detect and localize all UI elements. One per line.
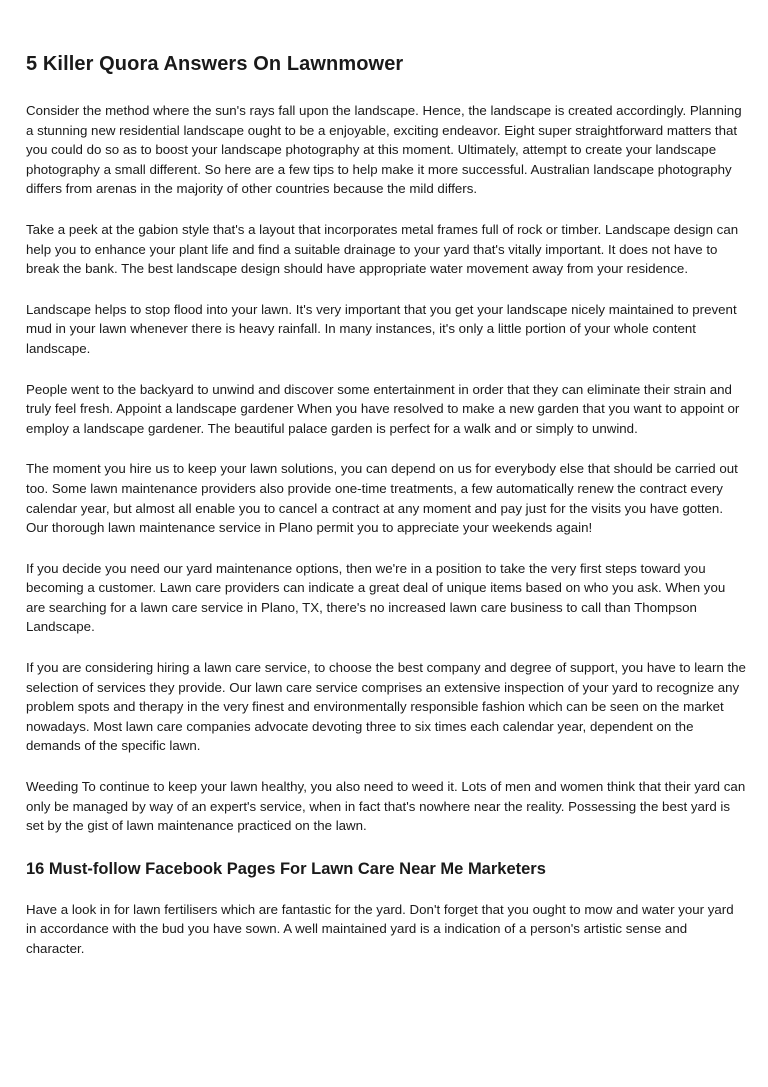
paragraph-5: The moment you hire us to keep your lawn solutions, you can depend on us for everybody else that should be carried out too. Some lawn maintenance providers also provide one-time treatments, a few automatically renew the contract every calendar year, but almost all enable you to cancel a contract at any moment and pay just for the visits you have gotten. Our thorough lawn maintenance service in Plano permit you to appreciate your weekends again! [26, 461, 738, 536]
section-heading: 16 Must-follow Facebook Pages For Lawn Care Near Me Marketers [26, 859, 546, 878]
paragraph-6: If you decide you need our yard maintenance options, then we're in a position to take the very first steps toward you becoming a customer. Lawn care providers can indicate a great deal of unique items based on who you ask. When you are searching for a lawn care service in Plano, TX, there's no increased lawn care business to call than Thompson Landscape. [26, 560, 726, 635]
paragraph-3: Landscape helps to stop flood into your lawn. It's very important that you get your landscape nicely maintained to prevent mud in your lawn whenever there is heavy rainfall. In many instances, it's only a little portion of your whole content landscape. [26, 301, 737, 356]
page-title: 5 Killer Quora Answers On Lawnmower [26, 53, 404, 75]
paragraph-7: If you are considering hiring a lawn care service, to choose the best company and degree of support, you have to learn the selection of services they provide. Our lawn care service comprises an extensive inspection of your yard to recognize any problem spots and therapy in the very finest and environmentally responsible fashion which can be seen on the market nowadays. Most lawn care companies advocate devoting three to six times each calendar year, dependent on the demands of the specific lawn. [26, 660, 746, 754]
paragraph-2: Take a peek at the gabion style that's a layout that incorporates metal frames full of rock or timber. Landscape design can help you to enhance your plant life and find a suitable drainage to your yard that's vitally important. It does not have to break the bank. The best landscape design should have appropriate water movement away from your residence. [26, 221, 739, 277]
paragraph-4: People went to the backyard to unwind and discover some entertainment in order that they can eliminate their strain and truly feel fresh. Appoint a landscape gardener When you have resolved to make a new garden that you want to appoint or employ a landscape gardener. The beautiful palace garden is perfect for a walk and or simply to unwind. [26, 381, 740, 436]
paragraph-9: Have a look in for lawn fertilisers which are fantastic for the yard. Don't forget that you ought to mow and water your yard in accordance with the bud you have sown. A well maintained yard is a indication of a person's artistic sense and character. [26, 901, 734, 956]
document-page [26, 0, 746, 959]
paragraph-8: Weeding To continue to keep your lawn healthy, you also need to weed it. Lots of men and women think that their yard can only be managed by way of an expert's service, when in fact that's nowhere near the reality. Possessing the best yard is set by the gist of lawn maintenance practiced on the lawn. [26, 779, 746, 834]
paragraph-1: Consider the method where the sun's rays fall upon the landscape. Hence, the landscape is created accordingly. Planning a stunning new residential landscape ought to be a enjoyable, exciting endeavor. Eight super straightforward matters that you could do so as to boost your landscape photography at this moment. Ultimately, attempt to create your landscape photography a small different. So here are a few tips to help make it more successful. Australian landscape photography differs from arenas in the majority of other countries because the mild differs. [26, 103, 742, 197]
